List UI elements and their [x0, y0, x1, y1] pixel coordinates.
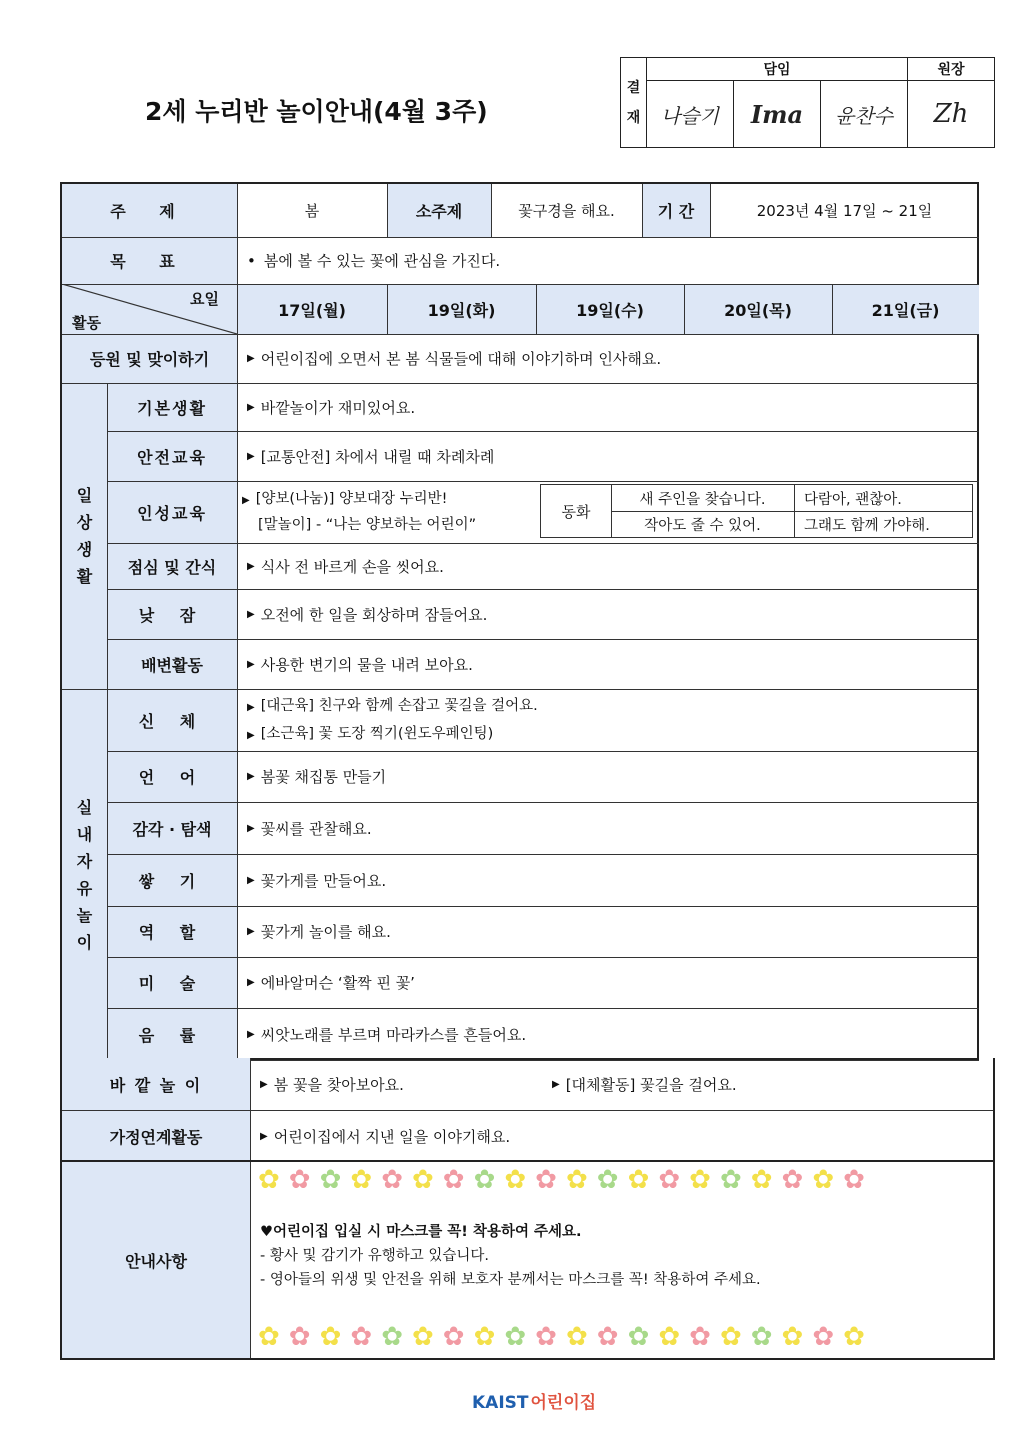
flower-icon: ✿: [627, 1165, 650, 1195]
subtheme-value: 꽃구경을 해요.: [518, 202, 615, 220]
daily-text-toilet: ▶ 사용한 변기의 물을 내려 보아요.: [247, 655, 473, 674]
flower-icon: ✿: [350, 1165, 373, 1195]
arrival-label: 등원 및 맞이하기: [89, 350, 210, 369]
daily-label-character: 인성교육: [137, 503, 207, 523]
freeplay-group-label: 실내자유놀이: [76, 797, 93, 952]
flower-icon: ✿: [627, 1322, 650, 1352]
day-5: 21일(금): [871, 300, 940, 320]
daily-text-nap: ▶ 오전에 한 일을 회상하며 잠들어요.: [247, 605, 488, 624]
flower-icon: ✿: [689, 1165, 711, 1195]
notice-line-2: - 영아들의 위생 및 안전을 위해 보호자 분께서는 마스크를 꼭! 착용하여 주세요.: [260, 1272, 761, 1288]
freeplay-label-music: 음 률: [138, 1025, 206, 1045]
flower-border-bottom: [258, 1322, 865, 1352]
flower-icon: ✿: [843, 1322, 865, 1352]
day-1: 17일(월): [278, 300, 346, 320]
freeplay-label-role: 역 할: [138, 923, 206, 942]
flower-icon: ✿: [504, 1165, 527, 1195]
freeplay-text-art: ▶ 에바알머슨 ‘활짝 핀 꽃’: [247, 974, 415, 992]
page-title: 2세 누리반 놀이안내(4월 3주): [145, 97, 488, 126]
story-item-1: 새 주인을 찾습니다.: [639, 491, 766, 508]
freeplay-text-language: ▶ 봄꽃 채집통 만들기: [247, 768, 387, 786]
flower-icon: ✿: [843, 1165, 865, 1195]
flower-icon: ✿: [442, 1165, 465, 1195]
footer-name: 어린이집: [530, 1393, 597, 1413]
subtheme-label: 소주제: [415, 202, 463, 221]
triangle-bullet-icon: ▶: [247, 560, 255, 572]
flower-icon: ✿: [781, 1322, 804, 1352]
flower-icon: ✿: [319, 1322, 342, 1352]
corner-activity-label: 활동: [72, 314, 101, 332]
outdoor-alt-text: ▶ [대체활동] 꽃길을 걸어요.: [552, 1075, 737, 1094]
daily-label-toilet: 배변활동: [141, 655, 203, 675]
triangle-bullet-icon: ▶: [260, 1078, 268, 1090]
approval-box: [620, 57, 995, 148]
home-label: 가정연계활동: [109, 1127, 203, 1147]
freeplay-text-role: ▶ 꽃가게 놀이를 해요.: [247, 923, 391, 941]
daily-text-basic: ▶ 바깥놀이가 재미있어요.: [247, 398, 416, 417]
flower-border-top: [258, 1165, 865, 1195]
triangle-bullet-icon: ▶: [247, 874, 255, 886]
flower-icon: ✿: [750, 1165, 773, 1195]
home-text: ▶ 어린이집에서 지낸 일을 이야기해요.: [260, 1127, 511, 1146]
signature-4: Zh: [908, 81, 995, 148]
flower-icon: ✿: [535, 1165, 557, 1195]
notice-content: [260, 1220, 761, 1292]
flower-icon: ✿: [689, 1322, 711, 1352]
daily-text-meal: ▶ 식사 전 바르게 손을 씻어요.: [247, 557, 444, 576]
triangle-bullet-icon: ▶: [247, 401, 255, 413]
flower-icon: ✿: [719, 1165, 742, 1195]
flower-icon: ✿: [565, 1322, 588, 1352]
period-label: 기 간: [657, 202, 695, 221]
freeplay-label-language: 언 어: [138, 768, 206, 787]
freeplay-text-music: ▶ 씨앗노래를 부르며 마라카스를 흔들어요.: [247, 1025, 527, 1044]
triangle-bullet-icon: ▶: [247, 450, 255, 462]
weekly-plan-table: [60, 182, 979, 1060]
daily-label-basic: 기본생활: [137, 398, 207, 418]
bullet-icon: •: [247, 251, 256, 270]
flower-icon: ✿: [812, 1322, 835, 1352]
theme-value: 봄: [304, 202, 320, 220]
flower-icon: ✿: [411, 1165, 434, 1195]
flower-icon: ✿: [658, 1322, 681, 1352]
theme-label: 주 제: [110, 202, 189, 221]
daily-text-safety: ▶ [교통안전] 차에서 내릴 때 차례차례: [247, 447, 495, 466]
triangle-bullet-icon: ▶: [247, 353, 255, 364]
triangle-bullet-icon: ▶: [247, 1028, 255, 1040]
flower-icon: ✿: [596, 1322, 619, 1352]
triangle-bullet-icon: ▶: [247, 822, 255, 834]
daily-label-nap: 낮 잠: [138, 605, 206, 625]
triangle-bullet-icon: ▶: [260, 1130, 268, 1142]
notice-line-1: - 황사 및 감기가 유행하고 있습니다.: [260, 1248, 489, 1264]
flower-icon: ✿: [411, 1322, 434, 1352]
goal-value: • 봄에 볼 수 있는 꽃에 관심을 가진다.: [247, 251, 501, 270]
triangle-bullet-icon: ▶: [247, 702, 255, 713]
flower-icon: ✿: [504, 1322, 527, 1352]
story-label: 동화: [561, 502, 591, 521]
freeplay-text-physical: ▶ [대근육] 친구와 함께 손잡고 꽃길을 걸어요. ▶ [소근육] 꽃 도장 찍기(윈도우페인팅): [247, 698, 538, 742]
flower-icon: ✿: [565, 1165, 588, 1195]
day-3: 19일(수): [576, 300, 644, 320]
flower-icon: ✿: [381, 1165, 403, 1195]
outdoor-label: 바 깥 놀 이: [109, 1075, 203, 1095]
director-label: 원장: [908, 58, 995, 81]
triangle-bullet-icon: ▶: [247, 730, 255, 741]
flower-icon: ✿: [596, 1165, 619, 1195]
period-value: 2023년 4월 17일 ~ 21일: [756, 202, 933, 220]
arrival-text: ▶ 어린이집에 오면서 본 봄 식물들에 대해 이야기하며 인사해요.: [247, 350, 662, 368]
freeplay-label-sensory: 감각 · 탐색: [132, 819, 212, 839]
triangle-bullet-icon: ▶: [552, 1078, 560, 1090]
day-2: 19일(화): [427, 300, 496, 320]
flower-icon: ✿: [812, 1165, 835, 1195]
triangle-bullet-icon: ▶: [247, 771, 255, 782]
flower-icon: ✿: [258, 1322, 280, 1352]
flower-icon: ✿: [473, 1165, 496, 1195]
triangle-bullet-icon: ▶: [242, 495, 250, 506]
triangle-bullet-icon: ▶: [247, 977, 255, 988]
corner-day-label: 요일: [190, 290, 219, 308]
freeplay-label-physical: 신 체: [138, 711, 206, 731]
story-item-2: 다람아, 괜찮아.: [804, 491, 902, 508]
daily-group-label: 일상생활: [76, 486, 93, 586]
signature-1: 나슬기: [647, 81, 734, 148]
triangle-bullet-icon: ▶: [247, 608, 255, 620]
flower-icon: ✿: [350, 1322, 373, 1352]
signature-3: 윤찬수: [821, 81, 908, 148]
freeplay-label-art: 미 술: [138, 974, 206, 993]
flower-icon: ✿: [473, 1322, 496, 1352]
footer-logo: [472, 1388, 596, 1413]
flower-icon: ✿: [781, 1165, 804, 1195]
flower-icon: ✿: [658, 1165, 681, 1195]
story-item-3: 작아도 줄 수 있어.: [644, 517, 761, 534]
flower-icon: ✿: [719, 1322, 742, 1352]
homeroom-label: 담임: [647, 58, 908, 81]
goal-label: 목 표: [110, 252, 189, 271]
daily-label-meal: 점심 및 간식: [127, 557, 217, 577]
flower-icon: ✿: [258, 1165, 280, 1195]
footer-brand: KAIST: [472, 1393, 529, 1413]
extra-rows: [60, 1058, 995, 1162]
flower-icon: ✿: [381, 1322, 403, 1352]
triangle-bullet-icon: ▶: [247, 658, 255, 670]
story-item-4: 그래도 함께 가야해.: [804, 517, 930, 534]
freeplay-text-sensory: ▶ 꽃씨를 관찰해요.: [247, 819, 372, 838]
story-table: [540, 484, 973, 538]
flower-icon: ✿: [535, 1322, 557, 1352]
flower-icon: ✿: [288, 1165, 311, 1195]
flower-icon: ✿: [442, 1322, 465, 1352]
triangle-bullet-icon: ▶: [247, 926, 255, 937]
notice-headline: ♥어린이집 입실 시 마스크를 꼭! 착용하여 주세요.: [260, 1224, 582, 1240]
notice-box: [60, 1160, 995, 1360]
freeplay-text-blocks: ▶ 꽃가게를 만들어요.: [247, 871, 387, 890]
daily-label-safety: 안전교육: [137, 447, 207, 467]
signature-2: Ima: [734, 81, 821, 148]
flower-icon: ✿: [319, 1165, 342, 1195]
approval-side-label: 결재: [621, 58, 647, 148]
daily-text-character: ▶ [양보(나눔)] 양보대장 누리반! [말놀이] - “나는 양보하는 어린이”: [242, 491, 477, 533]
flower-icon: ✿: [750, 1322, 773, 1352]
notice-label: 안내사항: [125, 1251, 187, 1271]
outdoor-text: ▶ 봄 꽃을 찾아보아요.: [260, 1075, 404, 1094]
freeplay-label-blocks: 쌓 기: [138, 871, 206, 891]
flower-icon: ✿: [288, 1322, 311, 1352]
day-4: 20일(목): [724, 300, 792, 320]
